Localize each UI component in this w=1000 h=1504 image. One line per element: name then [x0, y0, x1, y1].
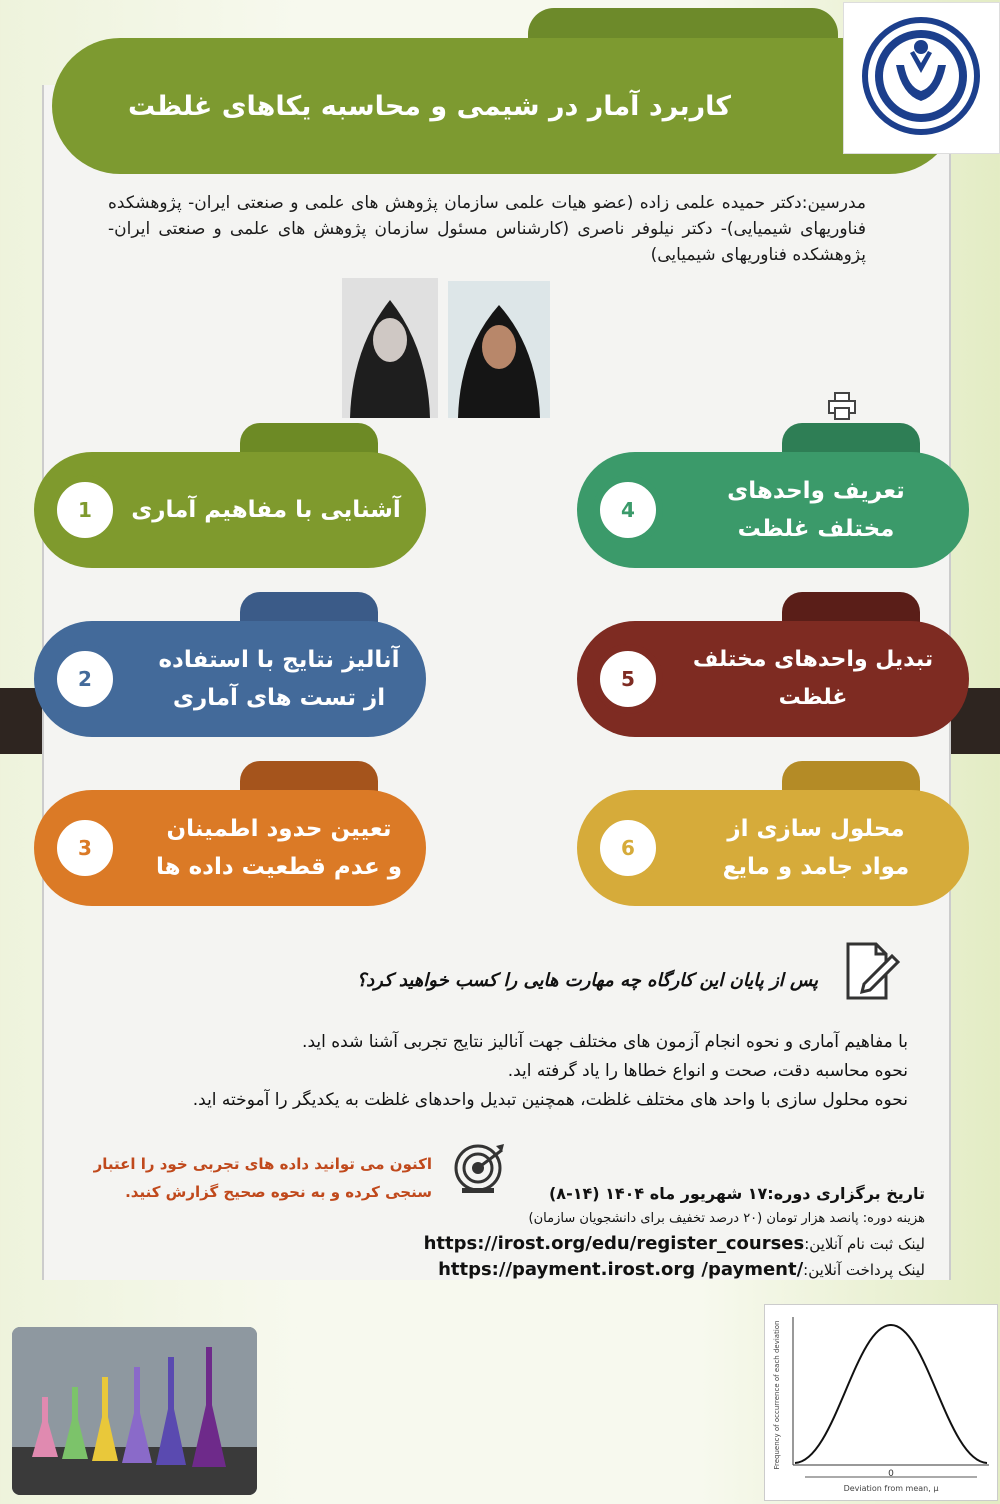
topic-6-label: محلول سازی از مواد جامد و مایع: [722, 816, 910, 880]
printer-icon[interactable]: [826, 390, 858, 426]
topic-4-label: تعریف واحدهای مختلف غلظت: [727, 478, 905, 542]
register-link-row: [420, 1231, 925, 1257]
topic-1-number: 1: [50, 475, 120, 545]
instructor-photo-1: [342, 278, 438, 418]
title-banner: [52, 38, 957, 174]
skills-list: [90, 1028, 908, 1115]
topic-1: [34, 452, 426, 568]
skill-line-2: نحوه محاسبه دقت، صحت و انواع خطاها را یاد گرفته اید.: [507, 1061, 908, 1081]
payment-link-row: [420, 1257, 925, 1283]
topic-5-number: 5: [593, 644, 663, 714]
topic-4: [577, 452, 969, 568]
chart-y-label: Frequency of occurrence of each deviation: [773, 1320, 781, 1470]
topic-5-label: تبدیل واحدهای مختلف غلظت: [692, 647, 934, 710]
topic-2-number: 2: [50, 644, 120, 714]
course-fee: هزینه دوره: پانصد هزار تومان (۲۰ درصد تخفیف برای دانشجویان سازمان): [528, 1211, 925, 1226]
topic-6-number: 6: [593, 813, 663, 883]
irost-logo: [843, 2, 1000, 154]
topic-4-number: 4: [593, 475, 663, 545]
normal-distribution-figure: [764, 1304, 998, 1501]
topic-3-number: 3: [50, 813, 120, 883]
skill-line-1: با مفاهیم آماری و نحوه انجام آزمون های مختلف جهت آنالیز نتایج تجربی آشنا شده اید.: [302, 1032, 908, 1052]
skills-question: پس از پایان این کارگاه چه مهارت هایی را کسب خواهید کرد؟: [356, 970, 818, 991]
topic-2: [34, 621, 426, 737]
page-title: کاربرد آمار در شیمی و محاسبه یکاهای غلظت: [128, 90, 731, 122]
payment-link[interactable]: https://payment.irost.org /payment/: [438, 1259, 804, 1280]
topic-1-label: آشنایی با مفاهیم آماری: [131, 497, 401, 523]
chart-x-label: Deviation from mean, μ: [843, 1484, 939, 1493]
register-label: لینک ثبت نام آنلاین:: [804, 1235, 925, 1253]
register-link[interactable]: https://irost.org/edu/register_courses: [423, 1233, 805, 1254]
course-info: [420, 1181, 925, 1283]
validation-note: اکنون می توانید داده های تجربی خود را اعتبار سنجی کرده و به نحوه صحیح گزارش کنید.: [93, 1155, 432, 1201]
topic-6: [577, 790, 969, 906]
topic-3: [34, 790, 426, 906]
course-date: تاریخ برگزاری دوره:۱۷ شهریور ماه ۱۴۰۴ (۱۴-۸): [548, 1184, 925, 1203]
document-edit-icon: [842, 940, 902, 1008]
payment-label: لینک پرداخت آنلاین:: [803, 1261, 925, 1279]
topic-3-label: تعیین حدود اطمینان و عدم قطعیت داده ها: [155, 816, 402, 880]
chart-zero-label: 0: [888, 1469, 894, 1479]
skill-line-3: نحوه محلول سازی با واحد های مختلف غلظت، همچنین تبدیل واحدهای غلظت به یکدیگر را آموخته اید.: [192, 1090, 908, 1110]
instructors-text: مدرسین:دکتر حمیده علمی زاده (عضو هیات علمی سازمان پژوهش های علمی و صنعتی ایران- پژوهشکده فناوریهای شیمیایی)- دکتر نیلوفر ناصری (کارشناس مسئول سازمان پژوهش های علمی و صنعتی ایران- پژوهشکده فناوریهای شیمیایی): [108, 193, 866, 265]
topic-5: [577, 621, 969, 737]
topic-2-label: آنالیز نتایج با استفاده از تست های آماری: [158, 647, 400, 711]
lab-flasks-photo: [12, 1327, 257, 1495]
instructor-photo-2: [448, 281, 550, 418]
